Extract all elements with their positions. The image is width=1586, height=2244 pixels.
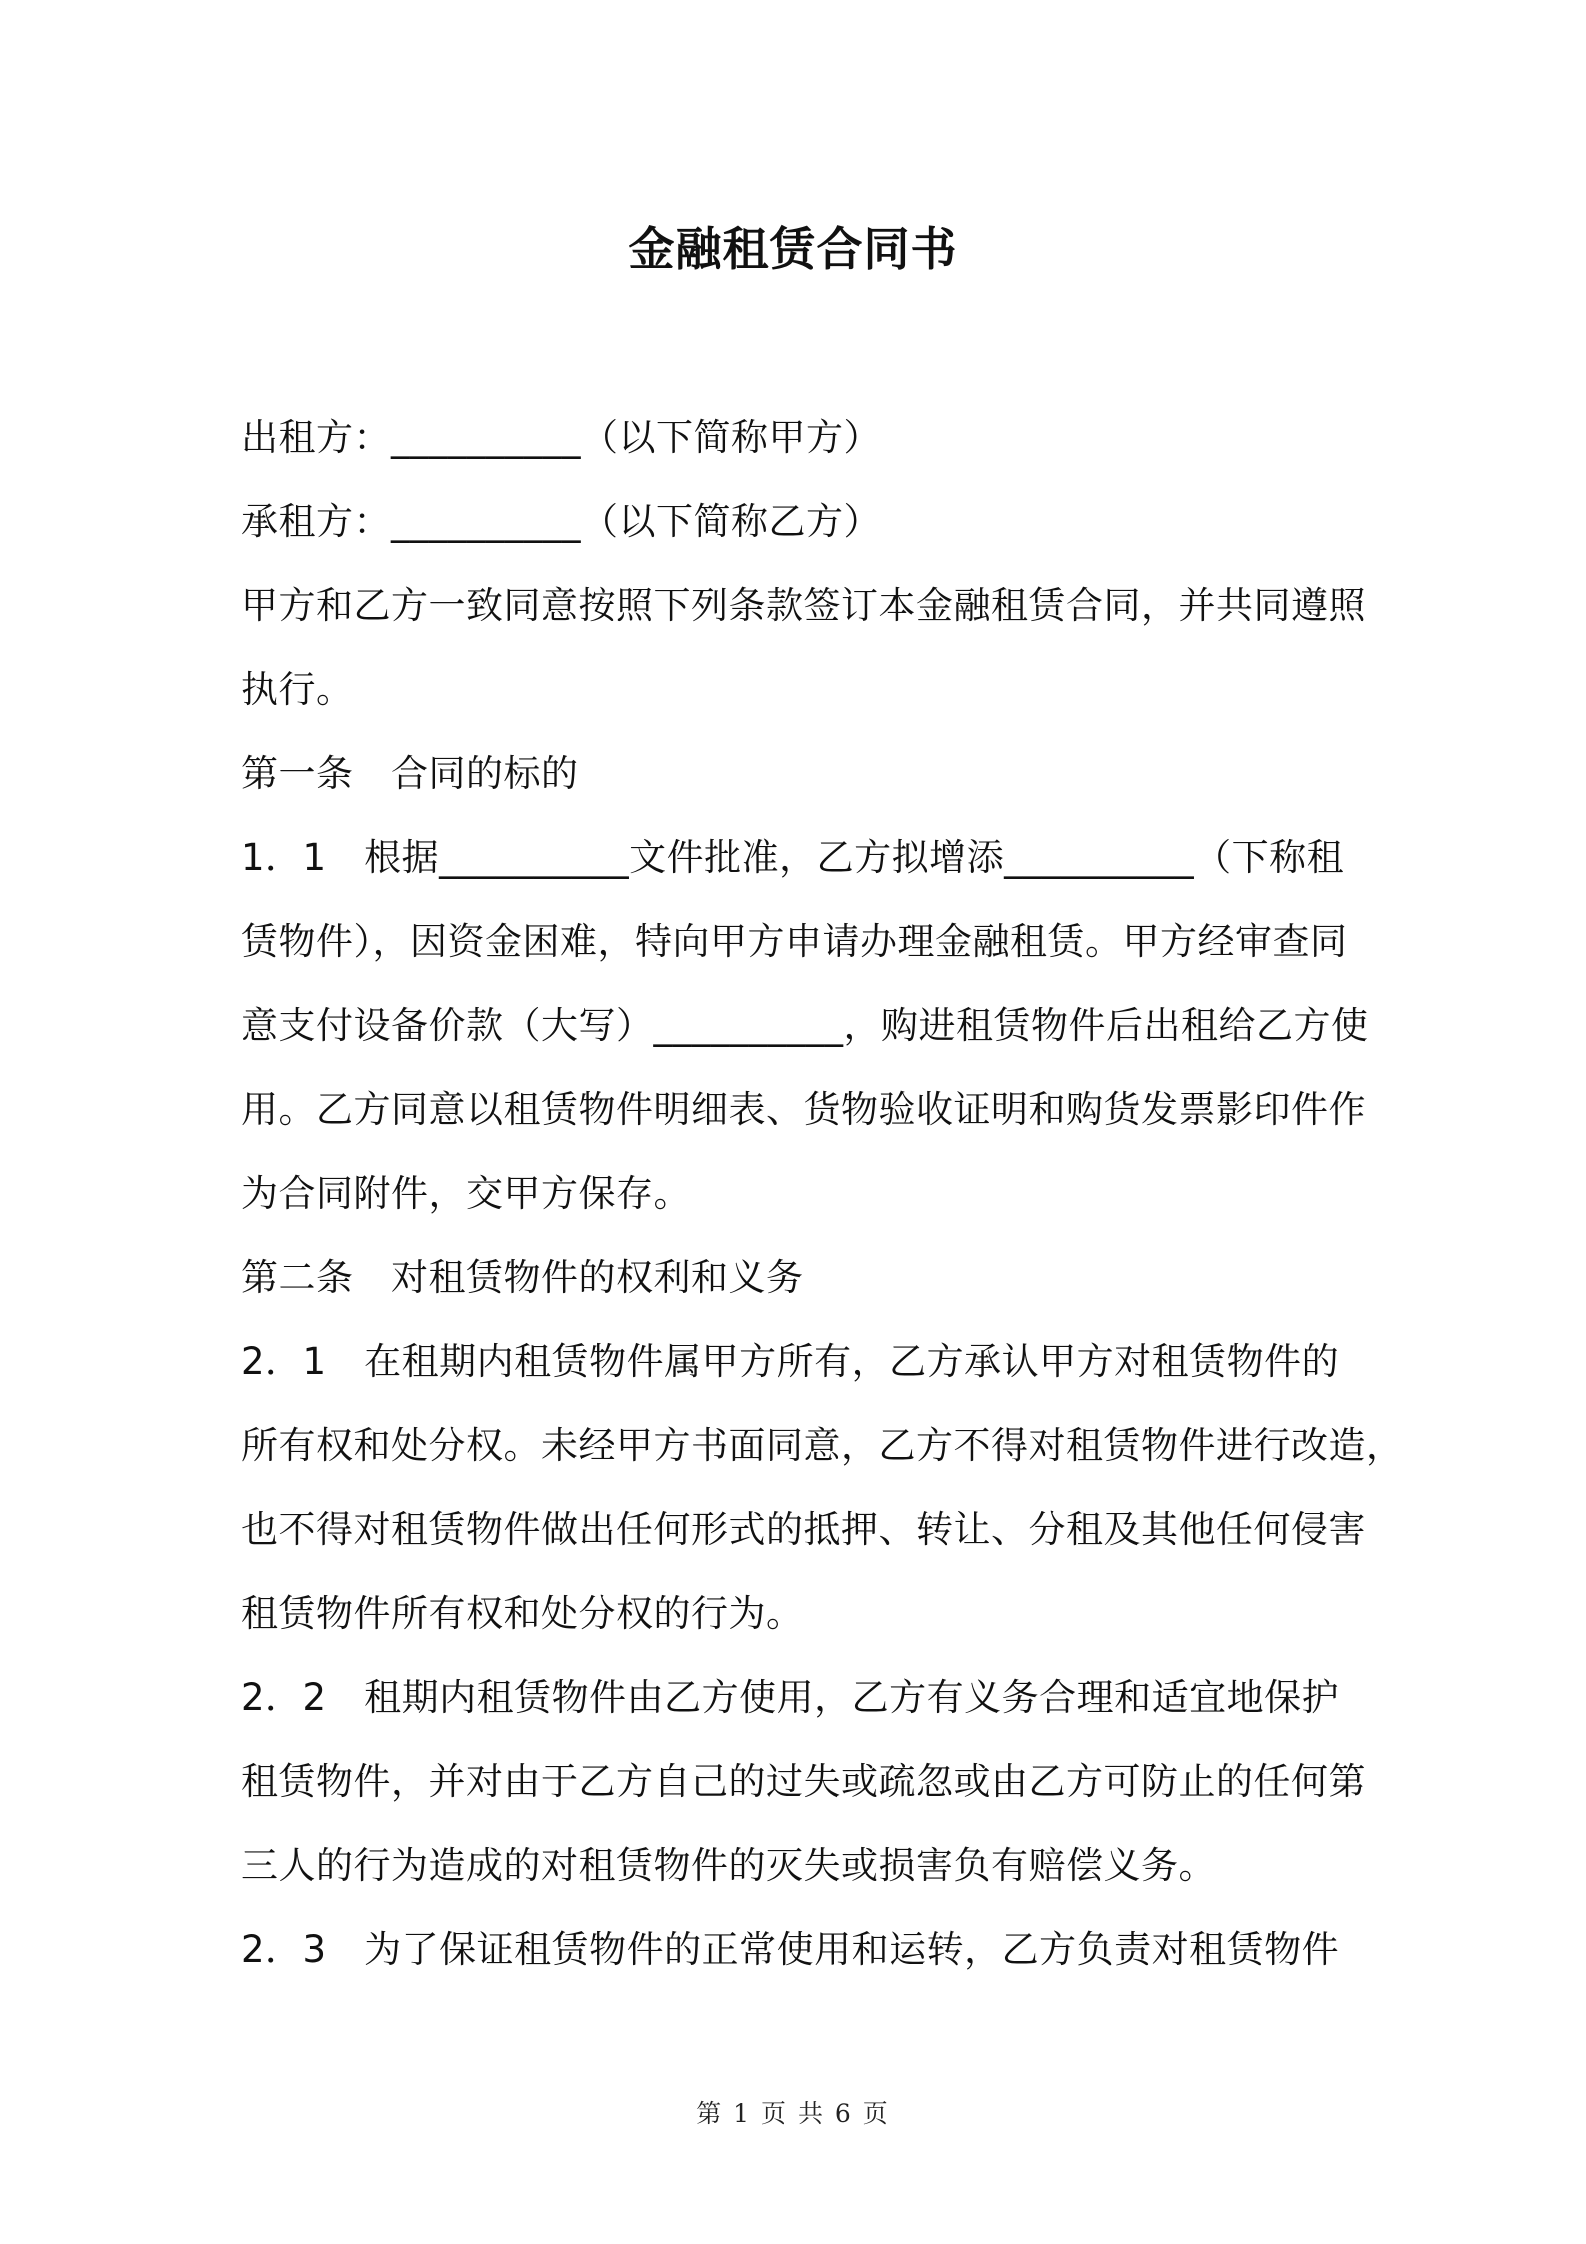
clause-line: 为合同附件，交甲方保存。 (241, 1172, 691, 1215)
article-heading: 第一条 合同的标的 (241, 752, 579, 795)
clause-line: 2．1 在租期内租赁物件属甲方所有，乙方承认甲方对租赁物件的 (241, 1340, 1340, 1383)
lessor-line: 出租方：__________（以下简称甲方） (241, 416, 881, 459)
clause-line: 租赁物件，并对由于乙方自己的过失或疏忽或由乙方可防止的任何第 (241, 1760, 1366, 1803)
page-footer: 第 1 页 共 6 页 (696, 2099, 890, 2128)
clause-line: 租赁物件所有权和处分权的行为。 (241, 1592, 804, 1635)
document-title: 金融租赁合同书 (628, 222, 958, 276)
lessee-line: 承租方：__________（以下简称乙方） (241, 500, 881, 543)
clause-line: 2．2 租期内租赁物件由乙方使用，乙方有义务合理和适宜地保护 (241, 1676, 1340, 1719)
clause-line: 2．3 为了保证租赁物件的正常使用和运转，乙方负责对租赁物件 (241, 1928, 1340, 1971)
body-line: 甲方和乙方一致同意按照下列条款签订本金融租赁合同，并共同遵照 (241, 584, 1366, 627)
clause-line: 赁物件），因资金困难，特向甲方申请办理金融租赁。甲方经审查同 (241, 920, 1348, 963)
clause-line: 三人的行为造成的对租赁物件的灭失或损害负有赔偿义务。 (241, 1844, 1216, 1887)
article-heading: 第二条 对租赁物件的权利和义务 (241, 1256, 804, 1299)
clause-line: 也不得对租赁物件做出任何形式的抵押、转让、分租及其他任何侵害 (241, 1508, 1366, 1551)
clause-line: 用。乙方同意以租赁物件明细表、货物验收证明和购货发票影印件作 (241, 1088, 1366, 1131)
clause-line: 所有权和处分权。未经甲方书面同意，乙方不得对租赁物件进行改造， (241, 1424, 1404, 1467)
clause-line: 1．1 根据__________文件批准，乙方拟增添__________（下称租 (241, 836, 1345, 879)
clause-line: 意支付设备价款（大写）__________，购进租赁物件后出租给乙方使 (241, 1004, 1369, 1047)
body-line: 执行。 (241, 668, 354, 711)
